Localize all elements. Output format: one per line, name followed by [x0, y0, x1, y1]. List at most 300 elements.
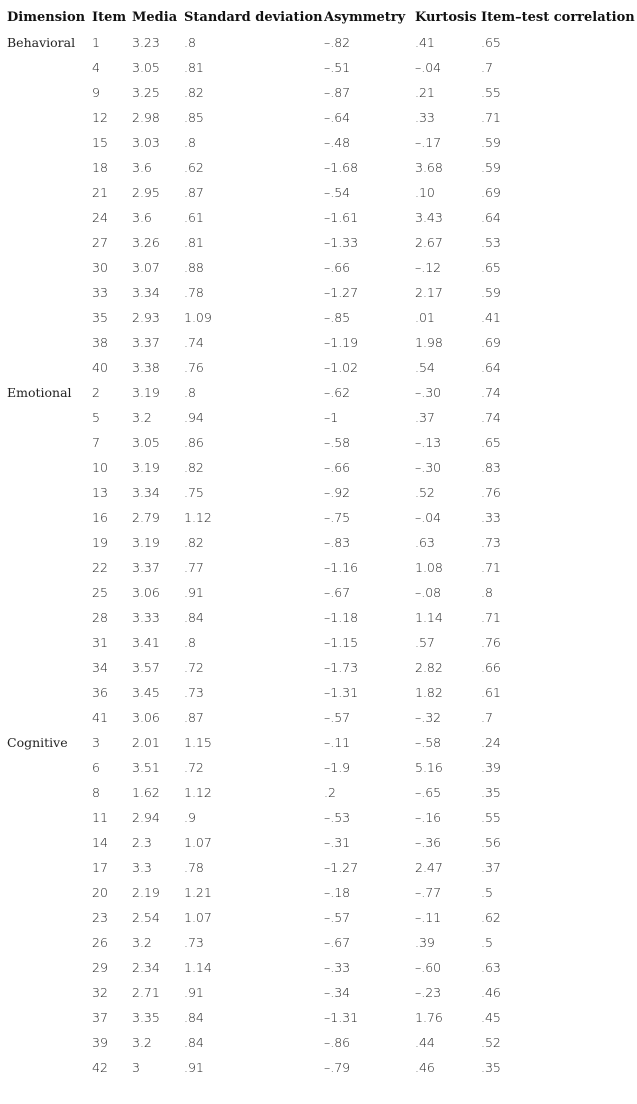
cell-asymmetry: –.51 [324, 60, 351, 75]
cell-asymmetry: –1.27 [324, 860, 359, 875]
cell-kurtosis: .10 [415, 185, 435, 200]
cell-standard-deviation: .72 [184, 760, 204, 775]
cell-asymmetry: –.33 [324, 960, 351, 975]
cell-standard-deviation: .87 [184, 710, 204, 725]
cell-asymmetry: –1.16 [324, 560, 359, 575]
table-row [7, 480, 635, 505]
cell-dimension [7, 680, 92, 705]
header-media: Media [132, 9, 178, 25]
cell-kurtosis: .44 [415, 1035, 435, 1050]
cell-dimension [7, 405, 92, 430]
cell-item-test-correlation: .66 [481, 660, 501, 675]
cell-dimension [7, 555, 92, 580]
cell-kurtosis: –.30 [415, 385, 442, 400]
cell-item: 17 [92, 860, 108, 875]
cell-item-test-correlation: .8 [481, 585, 493, 600]
cell-dimension [7, 980, 92, 1005]
cell-item: 8 [92, 785, 100, 800]
cell-kurtosis: .46 [415, 1060, 435, 1075]
table-row [7, 155, 635, 180]
table-row [7, 130, 635, 155]
cell-standard-deviation: .88 [184, 260, 204, 275]
cell-media: 2.79 [132, 510, 160, 525]
cell-asymmetry: –.86 [324, 1035, 351, 1050]
cell-item: 31 [92, 635, 108, 650]
cell-dimension [7, 180, 92, 205]
cell-standard-deviation: 1.09 [184, 310, 212, 325]
cell-item: 10 [92, 460, 108, 475]
cell-standard-deviation: .75 [184, 485, 204, 500]
cell-kurtosis: .39 [415, 935, 435, 950]
cell-standard-deviation: .72 [184, 660, 204, 675]
cell-standard-deviation: 1.21 [184, 885, 212, 900]
cell-standard-deviation: 1.07 [184, 835, 212, 850]
table-row [7, 80, 635, 105]
table-row [7, 855, 635, 880]
cell-media: 3.25 [132, 85, 160, 100]
cell-media: 3.34 [132, 485, 160, 500]
cell-item: 26 [92, 935, 108, 950]
cell-dimension [7, 705, 92, 730]
cell-item-test-correlation: .65 [481, 35, 501, 50]
cell-item: 21 [92, 185, 108, 200]
cell-kurtosis: –.16 [415, 810, 442, 825]
cell-media: 3.2 [132, 410, 152, 425]
cell-dimension [7, 205, 92, 230]
cell-asymmetry: –.66 [324, 460, 351, 475]
cell-kurtosis: –.30 [415, 460, 442, 475]
table-row [7, 180, 635, 205]
cell-asymmetry: –.57 [324, 910, 351, 925]
table-row [7, 230, 635, 255]
cell-item: 34 [92, 660, 108, 675]
cell-standard-deviation: 1.07 [184, 910, 212, 925]
cell-standard-deviation: .82 [184, 535, 204, 550]
cell-media: 3.35 [132, 1010, 160, 1025]
cell-standard-deviation: .73 [184, 935, 204, 950]
cell-item-test-correlation: .76 [481, 485, 501, 500]
cell-kurtosis: 2.17 [415, 285, 443, 300]
cell-media: 2.19 [132, 885, 160, 900]
cell-asymmetry: –1.15 [324, 635, 359, 650]
cell-media: 3.45 [132, 685, 160, 700]
cell-item: 5 [92, 410, 100, 425]
cell-asymmetry: –1.27 [324, 285, 359, 300]
cell-media: 3.41 [132, 635, 160, 650]
cell-asymmetry: –1.31 [324, 1010, 359, 1025]
cell-dimension [7, 80, 92, 105]
cell-dimension [7, 155, 92, 180]
cell-kurtosis: .21 [415, 85, 435, 100]
cell-asymmetry: –.87 [324, 85, 351, 100]
cell-asymmetry: –.75 [324, 510, 351, 525]
cell-kurtosis: 2.67 [415, 235, 443, 250]
cell-kurtosis: 2.47 [415, 860, 443, 875]
cell-dimension [7, 455, 92, 480]
cell-media: 3.23 [132, 35, 160, 50]
cell-item-test-correlation: .5 [481, 935, 493, 950]
cell-standard-deviation: .81 [184, 60, 204, 75]
cell-standard-deviation: .76 [184, 360, 204, 375]
cell-media: 2.71 [132, 985, 160, 1000]
cell-media: 3.07 [132, 260, 160, 275]
cell-asymmetry: –.85 [324, 310, 351, 325]
cell-item-test-correlation: .39 [481, 760, 501, 775]
cell-asymmetry: –.11 [324, 735, 351, 750]
cell-dimension [7, 530, 92, 555]
cell-media: 2.94 [132, 810, 160, 825]
header-asymmetry: Asymmetry [324, 9, 406, 25]
cell-media: 2.34 [132, 960, 160, 975]
cell-asymmetry: –1.19 [324, 335, 359, 350]
cell-standard-deviation: .8 [184, 385, 196, 400]
cell-item-test-correlation: .64 [481, 360, 501, 375]
cell-asymmetry: –1.02 [324, 360, 359, 375]
table-row [7, 830, 635, 855]
cell-dimension [7, 255, 92, 280]
cell-asymmetry: –.66 [324, 260, 351, 275]
cell-item: 38 [92, 335, 108, 350]
cell-kurtosis: 1.76 [415, 1010, 443, 1025]
cell-item-test-correlation: .59 [481, 135, 501, 150]
cell-item-test-correlation: .41 [481, 310, 501, 325]
cell-media: 3.37 [132, 335, 160, 350]
cell-standard-deviation: .78 [184, 285, 204, 300]
cell-standard-deviation: .84 [184, 610, 204, 625]
table-row [7, 605, 635, 630]
cell-item-test-correlation: .5 [481, 885, 493, 900]
table-row [7, 1030, 635, 1055]
cell-item-test-correlation: .24 [481, 735, 501, 750]
cell-item-test-correlation: .7 [481, 60, 493, 75]
cell-dimension [7, 780, 92, 805]
cell-asymmetry: –1.33 [324, 235, 359, 250]
cell-asymmetry: –.48 [324, 135, 351, 150]
cell-asymmetry: –.31 [324, 835, 351, 850]
table-row [7, 105, 635, 130]
table-row [7, 55, 635, 80]
cell-item: 40 [92, 360, 108, 375]
table-row [7, 655, 635, 680]
cell-standard-deviation: .91 [184, 1060, 204, 1075]
cell-asymmetry: .2 [324, 785, 336, 800]
table-row [7, 930, 635, 955]
cell-item: 3 [92, 735, 100, 750]
cell-asymmetry: –1.61 [324, 210, 359, 225]
cell-dimension [7, 330, 92, 355]
cell-media: 3.57 [132, 660, 160, 675]
cell-asymmetry: –.57 [324, 710, 351, 725]
cell-asymmetry: –.67 [324, 585, 351, 600]
cell-media: 3.26 [132, 235, 160, 250]
table-row [7, 1055, 635, 1080]
cell-item-test-correlation: .59 [481, 285, 501, 300]
cell-item-test-correlation: .33 [481, 510, 501, 525]
cell-standard-deviation: .61 [184, 210, 204, 225]
cell-item: 24 [92, 210, 108, 225]
cell-item-test-correlation: .69 [481, 185, 501, 200]
cell-item: 9 [92, 85, 100, 100]
cell-dimension [7, 880, 92, 905]
cell-kurtosis: 3.43 [415, 210, 443, 225]
cell-media: 2.54 [132, 910, 160, 925]
cell-item-test-correlation: .46 [481, 985, 501, 1000]
cell-item: 36 [92, 685, 108, 700]
table-row [7, 305, 635, 330]
cell-kurtosis: 5.16 [415, 760, 443, 775]
cell-item: 15 [92, 135, 108, 150]
cell-media: 3.51 [132, 760, 160, 775]
cell-media: 3.2 [132, 935, 152, 950]
cell-dimension [7, 955, 92, 980]
table-row [7, 405, 635, 430]
cell-item-test-correlation: .64 [481, 210, 501, 225]
table-row [7, 505, 635, 530]
cell-item: 33 [92, 285, 108, 300]
cell-standard-deviation: .82 [184, 85, 204, 100]
cell-asymmetry: –1.68 [324, 160, 359, 175]
cell-kurtosis: 1.98 [415, 335, 443, 350]
cell-standard-deviation: 1.12 [184, 510, 212, 525]
cell-dimension [7, 480, 92, 505]
cell-asymmetry: –.58 [324, 435, 351, 450]
cell-media: 3.3 [132, 860, 152, 875]
cell-kurtosis: –.17 [415, 135, 442, 150]
cell-kurtosis: –.58 [415, 735, 442, 750]
table-row [7, 780, 635, 805]
cell-dimension: Behavioral [7, 35, 76, 50]
cell-standard-deviation: .91 [184, 585, 204, 600]
cell-dimension [7, 430, 92, 455]
table-row [7, 380, 635, 405]
header-item-test-correlation: Item–test correlation [481, 9, 635, 25]
cell-media: 3.34 [132, 285, 160, 300]
cell-media: 3.19 [132, 460, 160, 475]
cell-standard-deviation: .84 [184, 1035, 204, 1050]
cell-standard-deviation: 1.14 [184, 960, 212, 975]
cell-asymmetry: –1.73 [324, 660, 359, 675]
cell-kurtosis: .52 [415, 485, 435, 500]
cell-standard-deviation: .87 [184, 185, 204, 200]
table-row [7, 355, 635, 380]
cell-item-test-correlation: .65 [481, 435, 501, 450]
cell-item: 37 [92, 1010, 108, 1025]
cell-item: 23 [92, 910, 108, 925]
cell-kurtosis: .41 [415, 35, 435, 50]
cell-kurtosis: .57 [415, 635, 435, 650]
cell-kurtosis: 2.82 [415, 660, 443, 675]
cell-item-test-correlation: .73 [481, 535, 501, 550]
cell-media: 3.06 [132, 585, 160, 600]
cell-item: 13 [92, 485, 108, 500]
item-statistics-table [7, 4, 635, 1080]
cell-item: 6 [92, 760, 100, 775]
cell-kurtosis: –.77 [415, 885, 442, 900]
cell-media: 3 [132, 1060, 140, 1075]
cell-item-test-correlation: .69 [481, 335, 501, 350]
cell-standard-deviation: .86 [184, 435, 204, 450]
cell-asymmetry: –.67 [324, 935, 351, 950]
cell-media: 2.93 [132, 310, 160, 325]
cell-standard-deviation: .74 [184, 335, 204, 350]
cell-asymmetry: –.34 [324, 985, 351, 1000]
cell-item-test-correlation: .71 [481, 610, 501, 625]
cell-item: 2 [92, 385, 100, 400]
cell-kurtosis: –.23 [415, 985, 442, 1000]
table-body [7, 30, 635, 1080]
cell-dimension [7, 305, 92, 330]
cell-standard-deviation: 1.12 [184, 785, 212, 800]
cell-media: 3.37 [132, 560, 160, 575]
cell-media: 3.6 [132, 210, 152, 225]
table-row [7, 430, 635, 455]
cell-standard-deviation: .84 [184, 1010, 204, 1025]
cell-media: 3.03 [132, 135, 160, 150]
cell-item: 30 [92, 260, 108, 275]
cell-standard-deviation: .94 [184, 410, 204, 425]
cell-item: 22 [92, 560, 108, 575]
cell-standard-deviation: 1.15 [184, 735, 212, 750]
cell-dimension [7, 655, 92, 680]
cell-item: 19 [92, 535, 108, 550]
table-row [7, 955, 635, 980]
cell-media: 3.06 [132, 710, 160, 725]
cell-dimension [7, 1030, 92, 1055]
table-row [7, 580, 635, 605]
cell-media: 3.19 [132, 385, 160, 400]
cell-kurtosis: –.08 [415, 585, 442, 600]
cell-asymmetry: –1.18 [324, 610, 359, 625]
table-row [7, 630, 635, 655]
cell-kurtosis: .63 [415, 535, 435, 550]
cell-asymmetry: –.53 [324, 810, 351, 825]
cell-item-test-correlation: .83 [481, 460, 501, 475]
cell-item: 4 [92, 60, 100, 75]
cell-media: 2.3 [132, 835, 152, 850]
cell-item-test-correlation: .7 [481, 710, 493, 725]
cell-item: 32 [92, 985, 108, 1000]
cell-dimension [7, 855, 92, 880]
cell-item: 35 [92, 310, 108, 325]
cell-dimension [7, 1055, 92, 1080]
cell-item-test-correlation: .62 [481, 910, 501, 925]
table-row [7, 705, 635, 730]
cell-dimension [7, 630, 92, 655]
cell-item-test-correlation: .63 [481, 960, 501, 975]
cell-item: 1 [92, 35, 100, 50]
table-row [7, 805, 635, 830]
cell-item: 29 [92, 960, 108, 975]
cell-dimension [7, 280, 92, 305]
cell-item-test-correlation: .45 [481, 1010, 501, 1025]
cell-kurtosis: –.65 [415, 785, 442, 800]
cell-dimension [7, 130, 92, 155]
cell-item: 12 [92, 110, 108, 125]
cell-kurtosis: .54 [415, 360, 435, 375]
cell-kurtosis: .33 [415, 110, 435, 125]
cell-kurtosis: –.04 [415, 510, 442, 525]
cell-asymmetry: –1.9 [324, 760, 351, 775]
cell-dimension: Cognitive [7, 735, 68, 750]
cell-asymmetry: –.62 [324, 385, 351, 400]
table-row [7, 555, 635, 580]
cell-kurtosis: .37 [415, 410, 435, 425]
cell-media: 3.33 [132, 610, 160, 625]
cell-item: 28 [92, 610, 108, 625]
cell-asymmetry: –1 [324, 410, 339, 425]
table-row [7, 1005, 635, 1030]
cell-item-test-correlation: .76 [481, 635, 501, 650]
cell-item: 39 [92, 1035, 108, 1050]
header-kurtosis: Kurtosis [415, 9, 477, 25]
cell-media: 3.05 [132, 435, 160, 450]
cell-media: 3.6 [132, 160, 152, 175]
cell-item-test-correlation: .56 [481, 835, 501, 850]
cell-kurtosis: –.13 [415, 435, 442, 450]
cell-media: 3.19 [132, 535, 160, 550]
cell-item-test-correlation: .55 [481, 810, 501, 825]
cell-kurtosis: –.11 [415, 910, 442, 925]
table-header-row [7, 4, 635, 30]
cell-item-test-correlation: .61 [481, 685, 501, 700]
cell-standard-deviation: .8 [184, 35, 196, 50]
cell-standard-deviation: .85 [184, 110, 204, 125]
cell-media: 3.2 [132, 1035, 152, 1050]
cell-dimension [7, 230, 92, 255]
cell-item-test-correlation: .71 [481, 560, 501, 575]
table-row [7, 905, 635, 930]
cell-item-test-correlation: .37 [481, 860, 501, 875]
cell-kurtosis: –.36 [415, 835, 442, 850]
cell-asymmetry: –.82 [324, 35, 351, 50]
table-row [7, 680, 635, 705]
cell-asymmetry: –.79 [324, 1060, 351, 1075]
cell-item: 27 [92, 235, 108, 250]
cell-dimension [7, 930, 92, 955]
cell-item: 25 [92, 585, 108, 600]
cell-dimension [7, 905, 92, 930]
cell-dimension: Emotional [7, 385, 72, 400]
cell-media: 2.98 [132, 110, 160, 125]
header-dimension: Dimension [7, 9, 86, 25]
cell-media: 2.01 [132, 735, 160, 750]
cell-kurtosis: 1.82 [415, 685, 443, 700]
cell-item-test-correlation: .35 [481, 785, 501, 800]
cell-media: 3.05 [132, 60, 160, 75]
cell-standard-deviation: .73 [184, 685, 204, 700]
table-row [7, 455, 635, 480]
cell-kurtosis: 1.14 [415, 610, 443, 625]
cell-item: 14 [92, 835, 108, 850]
header-standard-deviation: Standard deviation [184, 9, 323, 25]
cell-item-test-correlation: .65 [481, 260, 501, 275]
cell-dimension [7, 105, 92, 130]
cell-item-test-correlation: .74 [481, 410, 501, 425]
cell-dimension [7, 605, 92, 630]
cell-standard-deviation: .8 [184, 135, 196, 150]
cell-dimension [7, 355, 92, 380]
cell-kurtosis: –.12 [415, 260, 442, 275]
cell-dimension [7, 580, 92, 605]
cell-item-test-correlation: .53 [481, 235, 501, 250]
cell-asymmetry: –.64 [324, 110, 351, 125]
table-row [7, 205, 635, 230]
cell-kurtosis: –.32 [415, 710, 442, 725]
cell-item-test-correlation: .55 [481, 85, 501, 100]
cell-asymmetry: –.83 [324, 535, 351, 550]
cell-item-test-correlation: .52 [481, 1035, 501, 1050]
cell-item-test-correlation: .35 [481, 1060, 501, 1075]
